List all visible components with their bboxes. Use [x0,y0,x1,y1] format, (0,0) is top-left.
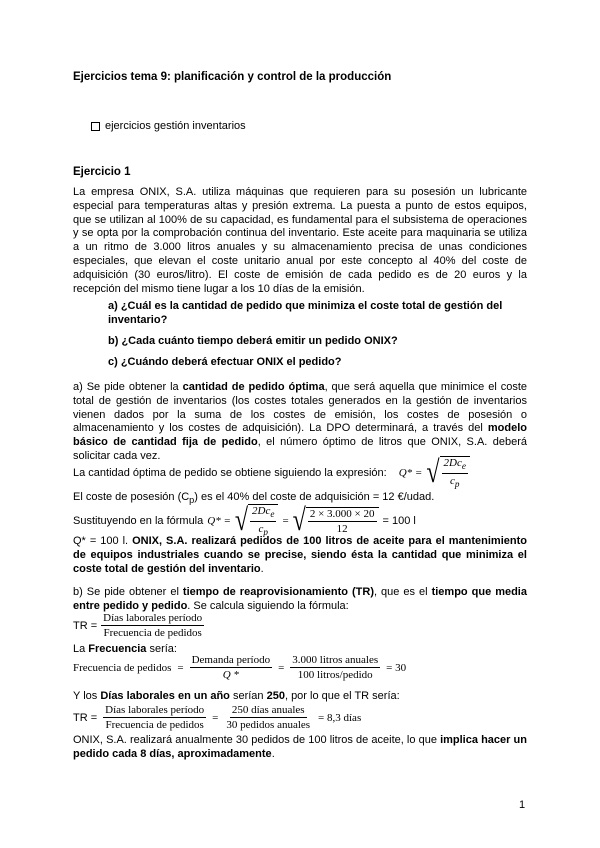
exercise-heading: Ejercicio 1 [73,166,131,178]
bold-span: tiempo que media entre pedido y pedido [73,586,527,612]
equals-sign: = [282,515,289,528]
fraction-numerator: Demanda período [191,654,271,666]
equals-sign: = [278,661,285,674]
text-span: serían [229,690,267,702]
substitution-line [73,504,416,538]
text-span: a) Se pide obtener la [73,381,183,393]
fraction-denominator: Frecuencia de pedidos [103,627,202,639]
text-span: , el número óptimo de litros que ONIX, S.A. deberá solicitar cada vez. [73,436,527,462]
bold-span: implica hacer un pedido cada 8 días, aproximadamente [73,734,527,760]
text-span: b) Se pide obtener el [73,586,183,598]
tr-result: = 8,3 días [318,711,362,724]
sqrt-expression [235,504,279,538]
final-paragraph [73,734,527,762]
fraction [290,654,380,681]
text-span: sería: [146,643,177,655]
tr-label: TR = [73,711,98,724]
formula-qstar: Q* = [398,467,423,480]
frequency-formula [73,654,406,681]
fraction-numerator [442,457,468,474]
radicand [248,504,278,538]
fraction [308,508,377,535]
substitution-result: = 100 l [382,515,416,528]
bold-span: Frecuencia [88,643,147,655]
tr-formula [73,612,204,639]
text-span: La [73,643,89,655]
text-span: , por lo que el TR sería: [284,690,400,702]
text-span: . Se calcula siguiendo la fórmula: [187,599,349,612]
fraction [103,704,206,731]
den-text: c [450,475,455,488]
answer-a-paragraph [73,381,527,464]
question-a: a) ¿Cuál es la cantidad de pedido que minimiza el coste total de gestión del inventario? [108,300,503,326]
formula-label: La cantidad óptima de pedido se obtiene siguiendo la expresión: [73,467,387,480]
fraction [190,654,273,681]
text-span: , que será aquella que minimice el coste total de gestión de inventarios (los costes totales generados en la gestión de inventarios vienen dados por la suma de los costes de emisión, los costes de posesión o almacenamiento y los costes de adquisición). La DPO determinará, a través del [73,381,527,435]
result-paragraph [73,535,527,576]
fraction [442,457,468,490]
bold-span: cantidad de pedido óptima [182,381,325,393]
fraction-numerator: Días laborales período [103,612,203,624]
tr-result-formula [73,704,361,731]
bold-span: ONIX, S.A. realizará pedidos de 100 litros de aceite para el mantenimiento de equipos industriales cuando se precise, siendo ésta la cantidad que minimiza el coste total de gestión del inventario [73,535,527,575]
equals-sign: = [212,711,219,724]
fraction-denominator [448,474,461,490]
formula-line [73,456,470,490]
fraction-numerator: 3.000 litros anuales [292,654,379,666]
formula-qstar: Q* = [207,515,231,528]
checkbox-label: ejercicios gestión inventarios [105,120,246,132]
question-b: b) ¿Cada cuánto tiempo deberá emitir un pedido ONIX? [108,335,398,347]
checkbox[interactable] [91,122,100,131]
fraction-denominator: 100 litros/pedido [297,669,373,681]
equals-sign: = [177,661,184,674]
den-sub: p [263,527,268,538]
fraction-denominator: Q * [222,669,239,681]
num-sub: e [461,461,466,472]
num-text: 2Dc [443,457,462,469]
den-sub: p [454,479,460,490]
text-span: Q* = 100 l. [73,535,133,547]
fraction-numerator: 250 días anuales [231,704,305,716]
radicand [440,456,470,490]
radical-icon: √ [292,504,306,539]
fraction [224,704,312,731]
fraction-denominator: 12 [336,523,348,536]
text-span: , que es el [373,586,432,598]
num-text: 2Dc [252,505,271,517]
substitution-label: Sustituyendo en la fórmula [73,515,204,528]
radical-icon: √ [234,504,249,539]
text-span: Y los [73,690,101,702]
bold-span: Días laborales en un año [100,690,230,702]
frequency-result: = 30 [386,661,407,674]
checkbox-row[interactable] [91,120,246,132]
bold-span: tiempo de reaprovisionamiento (TR) [182,586,374,598]
dias-line [73,690,400,702]
document-title: Ejercicios tema 9: planificación y control de la producción [73,71,392,83]
answer-b-paragraph [73,586,527,614]
sqrt-expression [292,504,379,539]
text-span: . [271,747,275,760]
question-c: c) ¿Cuándo deberá efectuar ONIX el pedido? [108,356,342,368]
radicand [306,507,379,535]
fraction-denominator: 30 pedidos anuales [226,719,311,731]
text-span: . [260,562,264,575]
fraction [250,505,276,538]
fraction-numerator: Días laborales período [105,704,205,716]
text-span: El coste de posesión (C [73,491,190,503]
text-span: ONIX, S.A. realizará anualmente 30 pedidos de 100 litros de aceite, lo que [73,734,441,746]
bold-span: 250 [266,690,285,702]
fraction-numerator [250,505,276,522]
fraction-denominator: Frecuencia de pedidos [105,719,204,731]
fraction [101,612,204,639]
text-span: ) es el 40% del coste de adquisición = 12 €/udad. [194,491,435,503]
den-text: c [258,523,264,536]
frequency-left: Frecuencia de pedidos [73,661,172,674]
radical-icon: √ [426,456,440,491]
sqrt-expression [426,456,470,490]
page-number: 1 [519,799,526,811]
intro-paragraph: La empresa ONIX, S.A. utiliza máquinas que requieren para su posesión un lubricante especial para temperaturas altas y presión extrema. La puesta a punto de estos equipos, que se utilizan al 100% de su capacidad, es fundamental para el subsistema de operaciones y se opta por la comprobación continua del inventario. Este aceite para maquinaria se utiliza a un ritmo de 3.000 litros anuales y su almacenamiento precisa de unas condiciones especiales, que elevan el coste unitario anual por este concepto al 40% del coste de adquisición (30 euros/litro). El coste de emisión de cada pedido es de 20 euros y la recepción del mismo tiene lugar a los 10 días de la emisión. [73,186,527,295]
bold-span: modelo básico de cantidad fija de pedido [73,422,527,449]
tr-label: TR = [73,619,98,632]
sub-span: p [189,495,195,506]
num-sub: e [270,509,275,520]
fraction-numerator: 2 × 3.000 × 20 [309,508,375,521]
